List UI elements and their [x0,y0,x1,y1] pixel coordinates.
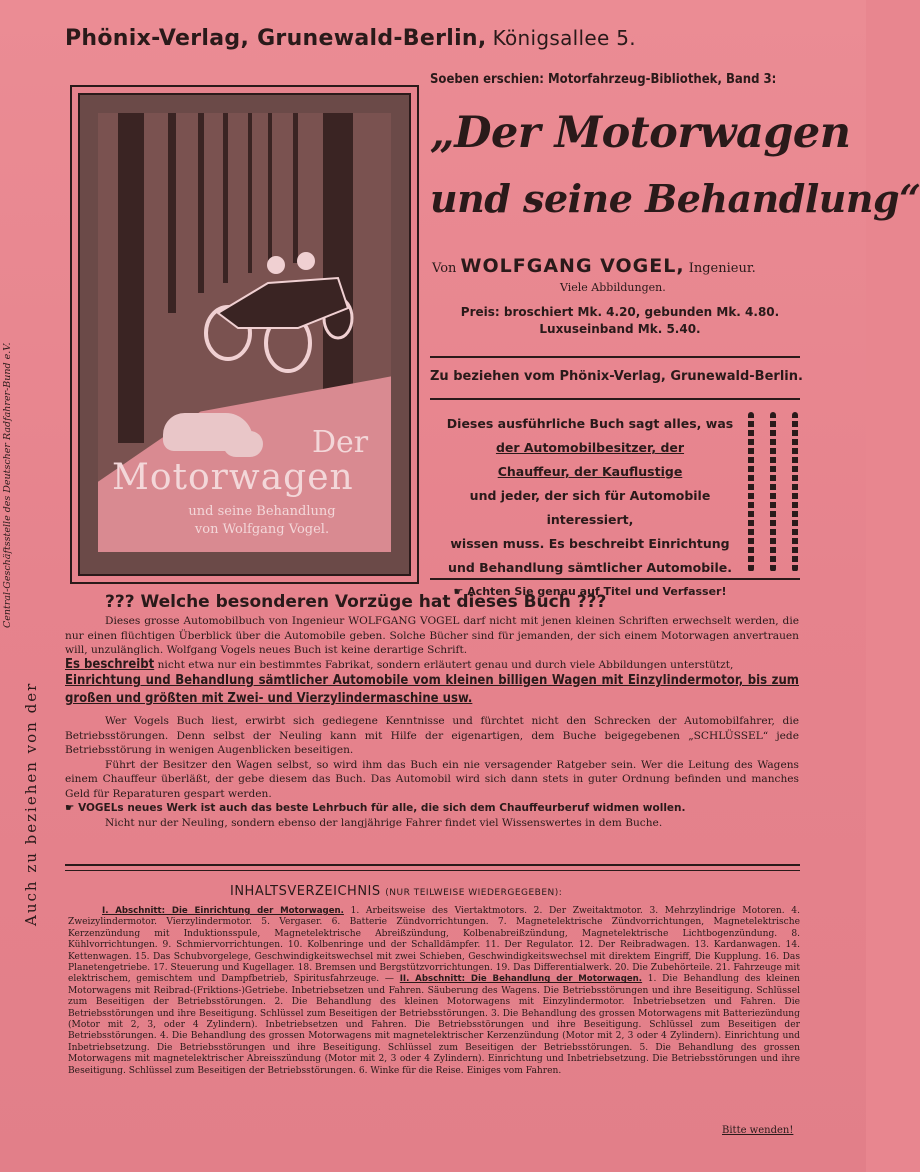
toc-section-1: I. Abschnitt: Die Einrichtung der Motorwagen. [102,906,344,916]
toc-section-2-text: 1. Die Behandlung des kleinen Motorwagens mit Reibrad-(Friktions-)Getriebe. Inbetriebsetzen und Fahren. Säuberung des Wagens. Die Betriebsstörungen und ihre Beseitigung. Schlüssel zum Beseitigen der Betriebsstörungen. 2. Die Behandlung des kleinen Motorwagens mit Einzylindermotor. Inbetriebsetzen und Fahren. Die Betriebsstörungen und ihre Beseitigung. Schlüssel zum Beseitigen der Betriebsstörungen. 3. Die Behandlung des grossen Motorwagens mit Batteriezündung (Motor mit 2, 3, oder 4 Zylindern). Inbetriebsetzen und Fahren. Die Betriebsstörungen und ihre Beseitigung. Schlüssel zum Beseitigen der Betriebsstörungen. 4. Die Behandlung des grossen Motorwagens mit magnetelektrischer Kerzenzündung (Motor mit 2, 3 oder 4 Zylindern). Einrichtung und Inbetriebsetzung. Die Betriebsstörungen und ihre Beseitigung. Schlüssel zum Beseitigen der Betriebsstörungen. 5. Die Behandlung des grossen Motorwagens mit magnetelektrischer Abreisszündung (Motor mit 2, 3 oder 4 Zylindern). Einrichtung und Inbetriebsetzung. Die Betriebsstörungen und ihre Beseitigung. Schlüssel zum Beseitigen der Betriebsstörungen. 6. Winke für die Reise. Einiges vom Fahren. [68,974,800,1076]
pitch-line: und Behandlung sämtlicher Automobile. [448,560,732,575]
ornament [792,412,798,572]
toc-section-1-text: 1. Arbeitsweise des Viertaktmotors. 2. Der Zweitaktmotor. 3. Mehrzylindrige Motoren. 4. Zweizylindermotor. Vierzylindermotor. 5. Vergaser. 6. Batterie Zündvorrichtungen. 7. Magnetelektrische Zündvorrichtungen, Magnetelektrische Kerzenzündung mit Induktionsspule, Magnetelektrische Abreißzündung, Kolbenabreißzündung, Magnetelektrische Lichtbogenzündung. 8. Kühlvorrichtungen. 9. Schmiervorrichtungen. 10. Kolbenringe und der Schalldämpfer. 11. Der Regulator. 12. Der Reibradwagen. 13. Kardanwagen. 14. Kettenwagen. 15. Das Schubvorgelege, Geschwindigkeitswechsel mit zwei Schieben, Geschwindigkeitswechsel mit direktem Eingriff, Die Kupplung. 16. Das Planetengetriebe. 17. Steuerung und Kugellager. 18. Bremsen und Bergstützvorrichtungen. 19. Das Differentialwerk. 20. Die Zubehörteile. 21. Fahrzeuge mit elektrischem, gemischtem und Dampfbetrieb, Spiritusfahrzeuge. — [68,906,800,985]
publisher-address: Königsallee 5. [492,26,636,50]
divider [430,356,800,358]
stamp-text: Central-Geschäftsstelle des Deutscher Radfahrer-Bund e.V. [2,342,13,628]
order-line: Zu beziehen vom Phönix-Verlag, Grunewald-Berlin. [430,369,803,384]
cover-subtitle [132,503,392,539]
side-vertical-text: Auch zu beziehen von der [22,681,40,926]
author-title: Ingenieur. [688,261,756,276]
pitch-line: wissen muss. Es beschreibt Einrichtung [450,536,730,551]
price-line-2: Luxuseinband Mk. 5.40. [539,322,701,336]
pitch-line: Chauffeur, der Kauflustige [497,464,683,479]
pitch-line: der Automobilbesitzer, der [495,440,685,455]
author-line [432,255,756,277]
divider [65,870,800,871]
table-of-contents [68,906,800,1077]
toc-title: INHALTSVERZEICHNIS [230,884,381,899]
emphasis-paragraph: Einrichtung und Behandlung sämtlicher Automobile vom kleinen billigen Wagen mit Einzylindermotor, bis zum großen und größten mit Zwei- und Vierzylindermaschine usw. [65,673,799,706]
book-title-line2: und seine Behandlung“ [430,176,920,221]
divider [65,864,800,866]
cover-subtitle-text: und seine Behandlung [188,504,336,519]
footer-note: Bitte wenden! [722,1125,794,1136]
book-cover-illustration [70,85,419,584]
body-span: nicht etwa nur ein bestimmtes Fabrikat, sondern erläutert genau und durch viele Abbildungen unterstützt, [157,658,734,671]
toc-heading [230,884,562,899]
section-question: ??? Welche besonderen Vorzüge hat dieses Buch ??? [105,592,607,612]
author-name: WOLFGANG VOGEL, [460,255,685,277]
pitch-line: ☛ Achten Sie genau auf Titel und Verfasser! [453,585,727,598]
pitch-line: Dieses ausführliche Buch sagt alles, was [446,416,734,431]
body-paragraph [65,658,799,673]
pitch-line: und jeder, der sich für Automobile interessiert, [469,488,711,527]
price-line-1: Preis: broschiert Mk. 4.20, gebunden Mk. 4.80. [460,305,780,319]
body-text [65,614,799,830]
ornament [748,412,754,572]
author-prefix: Von [432,261,457,276]
cover-author: von Wolfgang Vogel. [194,522,330,537]
cover-title-1: Der [312,425,369,460]
cover-title-2: Motorwagen [112,457,354,498]
body-paragraph: ☛ VOGELs neues Werk ist auch das beste Lehrbuch für alle, die sich dem Chauffeurberuf widmen wollen. [65,802,686,814]
announcement: Soeben erschien: Motorfahrzeug-Bibliothek, Band 3: [430,72,777,87]
price-block [450,304,790,338]
body-paragraph: Wer Vogels Buch liest, erwirbt sich gediegene Kenntnisse und fürchtet nicht den Schrecken der Automobilfahrer, die Betriebsstörungen. Denn selbst der Neuling kann mit Hilfe der eigenartigen, dem Buche beigegebenen „SCHLÜSSEL“ jede Betriebsstörung in wenigen Augenblicken beseitigen. [65,715,799,756]
illustrations-note: Viele Abbildungen. [560,281,666,294]
ornament [770,412,776,572]
toc-section-2: II. Abschnitt: Die Behandlung der Motorwagen. [399,974,643,985]
car-icon [198,233,358,373]
publisher-name: Phönix-Verlag, Grunewald-Berlin, [65,26,487,51]
body-paragraph: Nicht nur der Neuling, sondern ebenso der langjährige Fahrer findet viel Wissenswertes in dem Buche. [105,816,663,829]
emphasis: Es beschreibt [65,656,155,672]
pitch-box [445,412,735,604]
body-paragraph: Dieses grosse Automobilbuch von Ingenieur WOLFGANG VOGEL darf nicht mit jenen kleinen Schriften erwechselt werden, die nur einen flüchtigen Überblick über die Automobile geben. Solche Bücher sind für jemanden, der sich einem Motorwagen anvertrauen will, unzulänglich. Wolfgang Vogels neues Buch ist keine derartige Schrift. [65,615,799,656]
body-paragraph: Führt der Besitzer den Wagen selbst, so wird ihm das Buch ein nie versagender Ratgeber sein. Wer die Leitung des Wagens einem Chauffeur überläßt, der gebe diesem das Buch. Das Automobil wird sich dann stets in guter Ordnung befinden und manches Geld für Reparaturen gespart werden. [65,758,799,800]
book-title-line1: „Der Motorwagen [430,108,851,158]
publisher-header [65,26,636,51]
toc-note: (NUR TEILWEISE WIEDERGEGEBEN): [385,888,563,898]
divider [430,578,800,580]
divider [430,398,800,400]
